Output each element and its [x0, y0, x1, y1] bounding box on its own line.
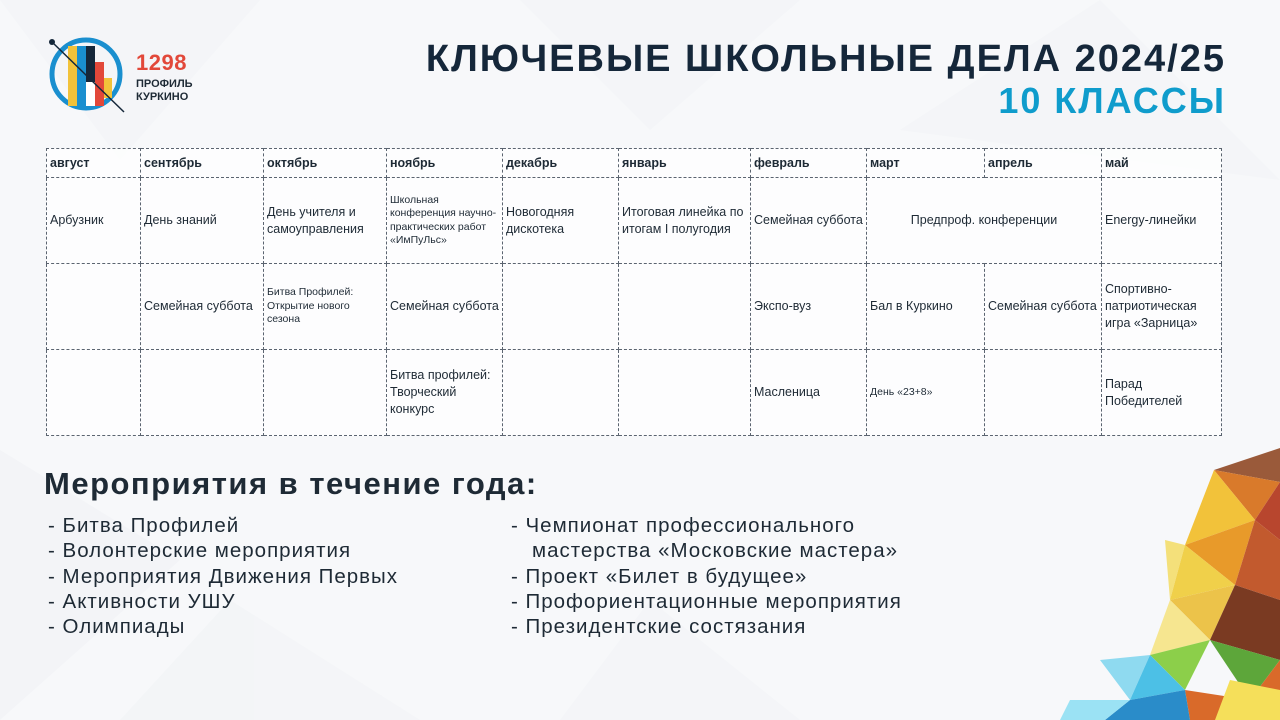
- table-cell: Школьная конференция научно-практических работ «ИмПуЛьс»: [387, 178, 503, 264]
- table-header-row: [47, 149, 1222, 178]
- year-events-list-right: [511, 513, 902, 639]
- table-cell: Арбузник: [47, 178, 141, 264]
- table-cell: День знаний: [141, 178, 264, 264]
- school-logo: [44, 32, 204, 116]
- table-cell: Семейная суббота: [751, 178, 867, 264]
- table-cell: День «23+8»: [867, 350, 985, 436]
- table-cell: Семейная суббота: [141, 264, 264, 350]
- page-subtitle: 10 КЛАССЫ: [998, 80, 1226, 121]
- month-header: декабрь: [503, 149, 619, 178]
- table-cell: [619, 350, 751, 436]
- table-row: [47, 350, 1222, 436]
- month-header: октябрь: [264, 149, 387, 178]
- table-cell: [985, 350, 1102, 436]
- list-item: - Профориентационные мероприятия: [511, 589, 902, 613]
- month-header: март: [867, 149, 985, 178]
- list-item: - Битва Профилей: [48, 514, 240, 537]
- list-item: - Активности УШУ: [48, 589, 236, 613]
- logo-number: 1298: [136, 50, 187, 75]
- month-header: апрель: [985, 149, 1102, 178]
- table-cell: Итоговая линейка по итогам I полугодия: [619, 178, 751, 264]
- table-cell: Парад Победителей: [1102, 350, 1222, 436]
- table-cell: Масленица: [751, 350, 867, 436]
- list-item: - Президентские состязания: [511, 615, 807, 639]
- year-events-list-left: [48, 513, 398, 639]
- table-cell: Energy-линейки: [1102, 178, 1222, 264]
- table-cell: Битва Профилей: Открытие нового сезона: [264, 264, 387, 350]
- table-row: [47, 264, 1222, 350]
- page-title: КЛЮЧЕВЫЕ ШКОЛЬНЫЕ ДЕЛА 2024/25: [425, 38, 1226, 80]
- table-cell: Экспо-вуз: [751, 264, 867, 350]
- list-item: - Чемпионат профессионального: [511, 514, 856, 537]
- list-item: - Проект «Билет в будущее»: [511, 564, 808, 588]
- month-header: январь: [619, 149, 751, 178]
- month-header: май: [1102, 149, 1222, 178]
- table-cell: [503, 264, 619, 350]
- list-item: - Олимпиады: [48, 615, 186, 639]
- schedule-table: [46, 148, 1222, 436]
- logo-line-1: ПРОФИЛЬ: [136, 78, 193, 90]
- table-cell: [264, 350, 387, 436]
- logo-emblem-icon: [44, 32, 134, 116]
- month-header: ноябрь: [387, 149, 503, 178]
- table-cell: [619, 264, 751, 350]
- table-cell: Битва профилей: Творческий конкурс: [387, 350, 503, 436]
- table-cell: Новогодняя дискотека: [503, 178, 619, 264]
- table-cell: Спортивно-патриотическая игра «Зарница»: [1102, 264, 1222, 350]
- list-item: мастерства «Московские мастера»: [532, 539, 898, 563]
- table-row: [47, 178, 1222, 264]
- logo-line-2: КУРКИНО: [136, 91, 189, 103]
- table-cell: Семейная суббота: [985, 264, 1102, 350]
- month-header: февраль: [751, 149, 867, 178]
- table-cell: Семейная суббота: [387, 264, 503, 350]
- table-cell: [141, 350, 264, 436]
- list-item: - Мероприятия Движения Первых: [48, 564, 399, 588]
- corner-mosaic: [1060, 448, 1280, 720]
- list-item: - Волонтерские мероприятия: [48, 539, 352, 563]
- table-cell: День учителя и самоуправления: [264, 178, 387, 264]
- table-cell: [503, 350, 619, 436]
- table-cell: Бал в Куркино: [867, 264, 985, 350]
- month-header: сентябрь: [141, 149, 264, 178]
- table-cell: [47, 350, 141, 436]
- month-header: август: [47, 149, 141, 178]
- year-events-title: Мероприятия в течение года:: [44, 466, 538, 501]
- table-cell: Предпроф. конференции: [867, 178, 1102, 264]
- table-cell: [47, 264, 141, 350]
